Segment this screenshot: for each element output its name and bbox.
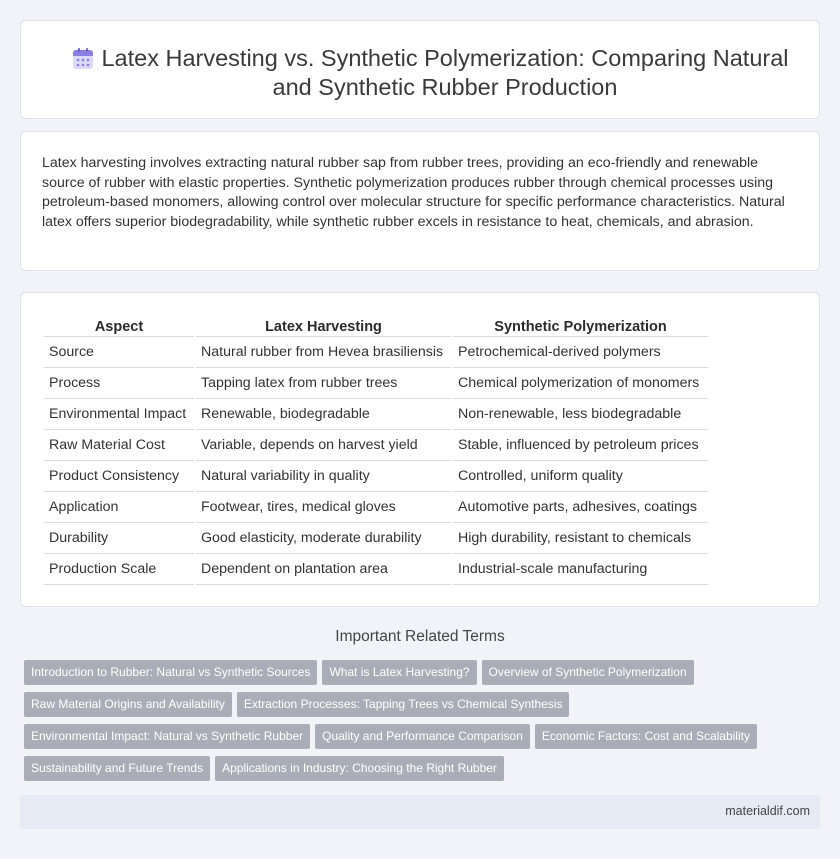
related-terms-row: [24, 756, 804, 788]
related-term-tag[interactable]: Sustainability and Future Trends: [24, 756, 210, 781]
related-terms-row: [24, 692, 804, 724]
comparison-table: [42, 315, 710, 585]
cell-latex-harvesting: Natural variability in quality: [196, 461, 451, 492]
cell-aspect: Source: [44, 337, 194, 368]
cell-aspect: Process: [44, 368, 194, 399]
cell-latex-harvesting: Renewable, biodegradable: [196, 399, 451, 430]
cell-synthetic-polymerization: Controlled, uniform quality: [453, 461, 708, 492]
table-row: [44, 337, 708, 368]
cell-aspect: Application: [44, 492, 194, 523]
cell-latex-harvesting: Footwear, tires, medical gloves: [196, 492, 451, 523]
cell-synthetic-polymerization: Automotive parts, adhesives, coatings: [453, 492, 708, 523]
cell-synthetic-polymerization: Stable, influenced by petroleum prices: [453, 430, 708, 461]
page-title: Latex Harvesting vs. Synthetic Polymerization: Comparing Natural and Synthetic Rubber Production: [101, 45, 789, 100]
related-term-tag[interactable]: Economic Factors: Cost and Scalability: [535, 724, 757, 749]
comparison-card: [20, 292, 820, 607]
cell-synthetic-polymerization: Chemical polymerization of monomers: [453, 368, 708, 399]
header-synthetic-polymerization: Synthetic Polymerization: [453, 315, 708, 337]
cell-synthetic-polymerization: Non-renewable, less biodegradable: [453, 399, 708, 430]
related-term-tag[interactable]: Quality and Performance Comparison: [315, 724, 530, 749]
related-term-tag[interactable]: Raw Material Origins and Availability: [24, 692, 232, 717]
related-term-tag[interactable]: Extraction Processes: Tapping Trees vs Chemical Synthesis: [237, 692, 570, 717]
table-row: [44, 430, 708, 461]
related-term-tag[interactable]: Overview of Synthetic Polymerization: [482, 660, 694, 685]
table-row: [44, 492, 708, 523]
table-row: [44, 523, 708, 554]
cell-aspect: Product Consistency: [44, 461, 194, 492]
cell-synthetic-polymerization: Petrochemical-derived polymers: [453, 337, 708, 368]
table-row: [44, 461, 708, 492]
related-terms-row: [24, 724, 804, 756]
footer: [20, 795, 820, 829]
cell-aspect: Environmental Impact: [44, 399, 194, 430]
cell-latex-harvesting: Natural rubber from Hevea brasiliensis: [196, 337, 451, 368]
related-terms-row: [24, 660, 804, 692]
cell-latex-harvesting: Good elasticity, moderate durability: [196, 523, 451, 554]
related-term-tag[interactable]: What is Latex Harvesting?: [322, 660, 476, 685]
cell-aspect: Durability: [44, 523, 194, 554]
cell-latex-harvesting: Variable, depends on harvest yield: [196, 430, 451, 461]
related-terms-list: [24, 660, 804, 788]
cell-synthetic-polymerization: High durability, resistant to chemicals: [453, 523, 708, 554]
header-aspect: Aspect: [44, 315, 194, 337]
table-row: [44, 554, 708, 585]
related-terms-title: Important Related Terms: [335, 628, 505, 645]
related-term-tag[interactable]: Introduction to Rubber: Natural vs Synthetic Sources: [24, 660, 317, 685]
intro-card: [20, 131, 820, 271]
header-latex-harvesting: Latex Harvesting: [196, 315, 451, 337]
cell-aspect: Production Scale: [44, 554, 194, 585]
related-term-tag[interactable]: Applications in Industry: Choosing the Right Rubber: [215, 756, 504, 781]
intro-paragraph: Latex harvesting involves extracting natural rubber sap from rubber trees, providing an eco-friendly and renewable source of rubber with elastic properties. Synthetic polymerization produces rubber through chemical processes using petroleum-based monomers, allowing control over molecular structure for specific performance characteristics. Natural latex offers superior biodegradability, while synthetic rubber excels in resistance to heat, chemicals, and abrasion.: [42, 155, 785, 230]
table-row: [44, 399, 708, 430]
cell-aspect: Raw Material Cost: [44, 430, 194, 461]
table-row: [44, 368, 708, 399]
cell-latex-harvesting: Dependent on plantation area: [196, 554, 451, 585]
cell-latex-harvesting: Tapping latex from rubber trees: [196, 368, 451, 399]
cell-synthetic-polymerization: Industrial-scale manufacturing: [453, 554, 708, 585]
title-card: [20, 20, 820, 119]
table-header-row: [44, 315, 708, 337]
footer-site-link[interactable]: materialdif.com: [725, 804, 810, 818]
related-term-tag[interactable]: Environmental Impact: Natural vs Synthetic Rubber: [24, 724, 310, 749]
